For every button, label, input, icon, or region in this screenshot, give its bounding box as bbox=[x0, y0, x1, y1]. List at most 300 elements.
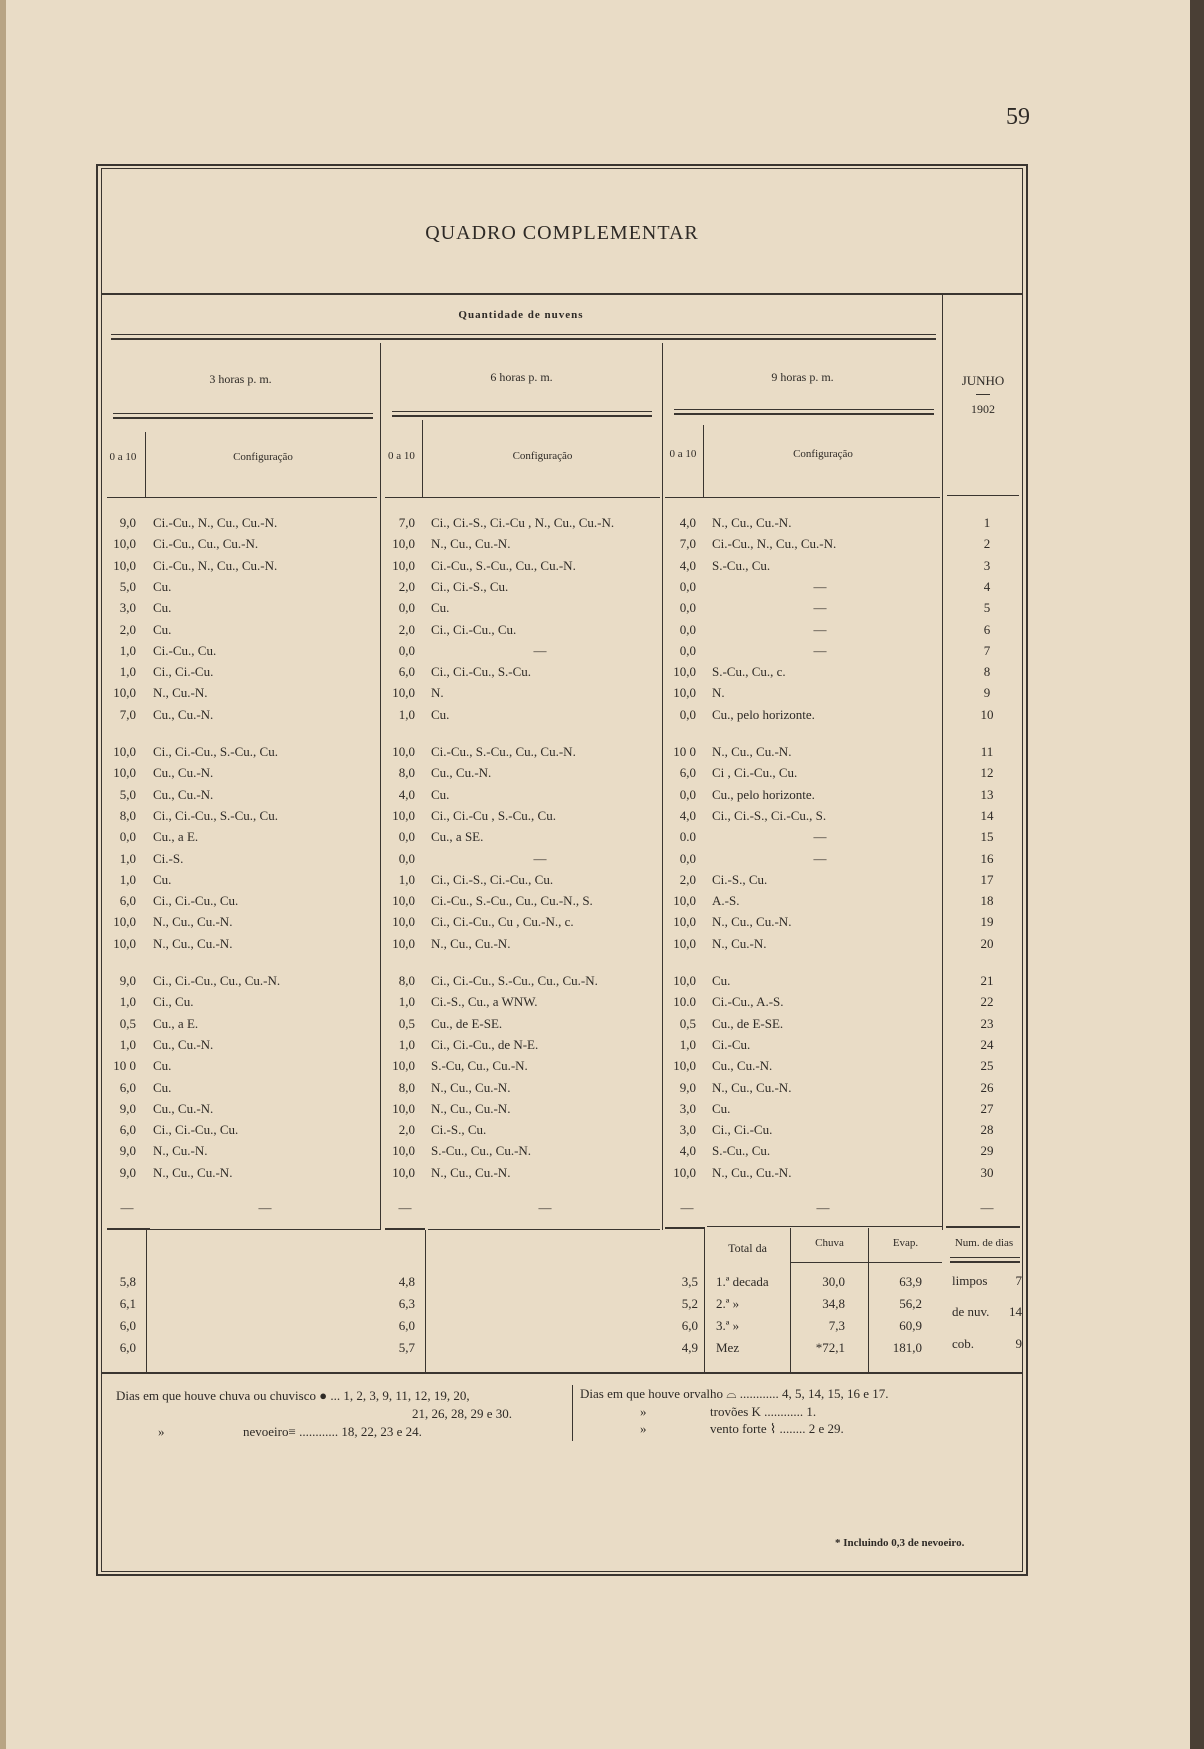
row-26-ca: Cu. bbox=[153, 1079, 172, 1095]
row-14-c: 4,0 bbox=[679, 807, 696, 823]
row-18-cc: A.-S. bbox=[712, 893, 740, 909]
totals-rule-cb bbox=[428, 1229, 660, 1230]
row-30-a: 9,0 bbox=[119, 1164, 136, 1180]
title-divider bbox=[101, 293, 1023, 295]
row-20-c: 10,0 bbox=[673, 935, 696, 951]
row-22-ca: Ci., Cu. bbox=[153, 994, 194, 1010]
row-15-d: 15 bbox=[980, 829, 994, 845]
row-11-cb: Ci.-Cu., S.-Cu., Cu., Cu.-N. bbox=[431, 744, 576, 759]
row-7-a: 1,0 bbox=[119, 642, 136, 658]
row-21-cc: Cu. bbox=[712, 973, 731, 988]
header-rule-d bbox=[947, 495, 1019, 496]
row-6-c: 0,0 bbox=[679, 621, 696, 637]
row-13-b: 4,0 bbox=[398, 786, 415, 802]
thunder-icon: K bbox=[751, 1404, 761, 1419]
row-12-d: 12 bbox=[980, 765, 994, 781]
dash-c: — bbox=[680, 1200, 694, 1215]
row-3-cc: S.-Cu., Cu. bbox=[712, 557, 771, 573]
totals-rule-c bbox=[665, 1227, 705, 1229]
dash-cc: — bbox=[816, 1200, 830, 1215]
totals-rule-d bbox=[946, 1226, 1020, 1228]
total-chuva-3: 7,3 bbox=[828, 1318, 845, 1333]
row-2-ca: Ci.-Cu., Cu., Cu.-N. bbox=[153, 536, 259, 552]
row-21-c: 10,0 bbox=[673, 973, 696, 988]
row-1-a: 9,0 bbox=[119, 515, 136, 530]
totals-rule-b bbox=[385, 1228, 425, 1230]
row-21-ca: Ci., Ci.-Cu., Cu., Cu.-N. bbox=[153, 973, 281, 988]
row-12-cb: Cu., Cu.-N. bbox=[431, 765, 492, 781]
row-27-b: 10,0 bbox=[392, 1100, 415, 1116]
row-7-ca: Ci.-Cu., Cu. bbox=[153, 642, 217, 658]
row-7-cc: — bbox=[813, 642, 827, 658]
row-20-cb: N., Cu., Cu.-N. bbox=[431, 935, 511, 951]
fog-icon: ≡ bbox=[288, 1424, 296, 1439]
row-26-a: 6,0 bbox=[119, 1079, 136, 1095]
row-20-cc: N., Cu.-N. bbox=[712, 935, 767, 951]
row-16-d: 16 bbox=[980, 850, 994, 866]
row-16-cc: — bbox=[813, 850, 827, 866]
sub-divider-a bbox=[145, 432, 146, 498]
total-label-1: 1.ª decada bbox=[716, 1274, 769, 1289]
month-header: JUNHO bbox=[961, 373, 1005, 388]
row-25-cc: Cu., Cu.-N. bbox=[712, 1058, 773, 1074]
row-8-d: 8 bbox=[983, 664, 991, 680]
row-17-a: 1,0 bbox=[119, 871, 136, 887]
row-15-cb: Cu., a SE. bbox=[431, 829, 484, 845]
dew-icon: ⌓ bbox=[726, 1386, 737, 1401]
row-16-cb: — bbox=[533, 850, 547, 866]
config-header-3pm: Configuração bbox=[233, 451, 293, 463]
row-23-a: 0,5 bbox=[119, 1015, 136, 1031]
total-label-2: 2.ª » bbox=[716, 1296, 740, 1311]
row-14-ca: Ci., Ci.-Cu., S.-Cu., Cu. bbox=[153, 807, 278, 823]
total-6pm-3: 6,0 bbox=[398, 1318, 415, 1333]
row-19-ca: N., Cu., Cu.-N. bbox=[153, 914, 233, 930]
row-23-cb: Cu., de E-SE. bbox=[431, 1015, 503, 1031]
chuva-header: Chuva bbox=[815, 1237, 844, 1249]
row-25-a: 10 0 bbox=[113, 1058, 136, 1074]
row-15-a: 0,0 bbox=[119, 829, 136, 845]
row-17-b: 1,0 bbox=[398, 871, 415, 887]
row-15-cc: — bbox=[813, 829, 827, 845]
total-chuva-2: 34,8 bbox=[822, 1296, 845, 1311]
row-20-ca: N., Cu., Cu.-N. bbox=[153, 935, 233, 951]
row-13-cc: Cu., pelo horizonte. bbox=[712, 786, 815, 802]
row-15-ca: Cu., a E. bbox=[153, 829, 199, 845]
row-15-c: 0.0 bbox=[679, 829, 696, 845]
row-3-b: 10,0 bbox=[392, 557, 415, 573]
row-23-cc: Cu., de E-SE. bbox=[712, 1015, 784, 1031]
row-28-cb: Ci.-S., Cu. bbox=[431, 1122, 487, 1138]
row-29-ca: N., Cu.-N. bbox=[153, 1143, 208, 1159]
row-28-c: 3,0 bbox=[679, 1122, 696, 1138]
row-13-c: 0,0 bbox=[679, 786, 696, 802]
scale-header-6pm: 0 a 10 bbox=[388, 450, 415, 462]
row-10-c: 0,0 bbox=[679, 706, 696, 722]
row-11-b: 10,0 bbox=[392, 744, 415, 759]
dias-limpos: limpos 7 bbox=[952, 1273, 1022, 1288]
row-2-cb: N., Cu., Cu.-N. bbox=[431, 536, 511, 552]
row-13-d: 13 bbox=[980, 786, 994, 802]
row-4-cc: — bbox=[813, 578, 827, 594]
row-6-ca: Cu. bbox=[153, 621, 172, 637]
header-rule-a bbox=[107, 497, 377, 498]
row-4-c: 0,0 bbox=[679, 578, 696, 594]
row-19-cb: Ci., Ci.-Cu., Cu , Cu.-N., c. bbox=[431, 914, 574, 930]
scale-header-3pm: 0 a 10 bbox=[109, 451, 137, 463]
dash-a: — bbox=[120, 1200, 134, 1215]
row-1-c: 4,0 bbox=[679, 515, 696, 530]
row-27-cc: Cu. bbox=[712, 1100, 731, 1116]
header-3pm: 3 horas p. m. bbox=[209, 372, 272, 386]
row-4-d: 4 bbox=[983, 578, 991, 594]
row-10-d: 10 bbox=[980, 706, 994, 722]
row-14-cb: Ci., Ci.-Cu , S.-Cu., Cu. bbox=[431, 807, 556, 823]
brace-9pm bbox=[674, 409, 934, 415]
row-18-d: 18 bbox=[980, 893, 994, 909]
row-28-d: 28 bbox=[980, 1122, 994, 1138]
header-rule-b bbox=[385, 497, 660, 498]
rain-icon: ● bbox=[319, 1388, 328, 1403]
total-evap-2: 56,2 bbox=[899, 1296, 922, 1311]
row-19-d: 19 bbox=[980, 914, 994, 930]
row-29-c: 4,0 bbox=[679, 1143, 696, 1159]
row-3-c: 4,0 bbox=[679, 557, 696, 573]
row-24-ca: Cu., Cu.-N. bbox=[153, 1036, 214, 1052]
row-9-a: 10,0 bbox=[113, 685, 136, 701]
row-4-b: 2,0 bbox=[398, 578, 415, 594]
row-28-cc: Ci., Ci.-Cu. bbox=[712, 1122, 773, 1138]
row-6-a: 2,0 bbox=[119, 621, 136, 637]
sub-divider-c bbox=[703, 425, 704, 498]
scale-header-9pm: 0 a 10 bbox=[669, 448, 697, 460]
row-27-d: 27 bbox=[980, 1100, 994, 1116]
footnote: * Incluindo 0,3 de nevoeiro. bbox=[835, 1537, 965, 1549]
row-20-a: 10,0 bbox=[113, 935, 136, 951]
config-header-6pm: Configuração bbox=[512, 450, 573, 462]
row-6-b: 2,0 bbox=[398, 621, 415, 637]
page-number: 59 bbox=[1006, 104, 1030, 130]
ditto-vento: » bbox=[640, 1421, 647, 1436]
row-7-b: 0,0 bbox=[398, 642, 415, 658]
nevoeiro-note: nevoeiro≡ ............ 18, 22, 23 e 24. bbox=[243, 1424, 422, 1439]
row-5-ca: Cu. bbox=[153, 600, 172, 616]
row-29-cb: S.-Cu., Cu., Cu.-N. bbox=[431, 1143, 532, 1159]
total-evap-1: 63,9 bbox=[899, 1274, 922, 1289]
month-column-divider bbox=[942, 295, 943, 1230]
row-3-a: 10,0 bbox=[113, 557, 136, 573]
total-evap-4: 181,0 bbox=[892, 1340, 922, 1355]
row-23-ca: Cu., a E. bbox=[153, 1015, 199, 1031]
total-3pm-4: 6,0 bbox=[119, 1340, 136, 1355]
row-22-b: 1,0 bbox=[398, 994, 415, 1010]
row-14-cc: Ci., Ci.-S., Ci.-Cu., S. bbox=[712, 807, 827, 823]
totals-rule-a bbox=[107, 1228, 150, 1230]
row-18-a: 6,0 bbox=[119, 893, 136, 909]
row-24-d: 24 bbox=[980, 1036, 994, 1052]
ditto-nevoeiro: » bbox=[158, 1424, 165, 1439]
total-label-4: Mez bbox=[716, 1340, 740, 1355]
notes-rule bbox=[101, 1372, 1023, 1374]
row-25-cb: S.-Cu, Cu., Cu.-N. bbox=[431, 1058, 528, 1074]
row-8-a: 1,0 bbox=[119, 664, 136, 680]
row-2-b: 10,0 bbox=[392, 536, 415, 552]
total-3pm-1: 5,8 bbox=[119, 1274, 136, 1289]
row-16-b: 0,0 bbox=[398, 850, 415, 866]
row-21-a: 9,0 bbox=[119, 973, 136, 988]
num-dias-header: Num. de dias bbox=[954, 1237, 1014, 1249]
config-header-9pm: Configuração bbox=[793, 448, 853, 460]
row-11-d: 11 bbox=[980, 744, 994, 759]
row-26-b: 8,0 bbox=[398, 1079, 415, 1095]
row-13-cb: Cu. bbox=[431, 786, 450, 802]
dash-ca: — bbox=[258, 1200, 272, 1215]
row-13-a: 5,0 bbox=[119, 786, 136, 802]
row-22-a: 1,0 bbox=[119, 994, 136, 1010]
total-6pm-2: 6,3 bbox=[398, 1296, 415, 1311]
row-22-c: 10.0 bbox=[673, 994, 696, 1010]
row-4-ca: Cu. bbox=[153, 578, 172, 594]
row-5-c: 0,0 bbox=[679, 600, 696, 616]
row-4-a: 5,0 bbox=[119, 578, 136, 594]
row-10-ca: Cu., Cu.-N. bbox=[153, 706, 214, 722]
row-24-c: 1,0 bbox=[679, 1036, 696, 1052]
row-25-ca: Cu. bbox=[153, 1058, 172, 1074]
row-24-b: 1,0 bbox=[398, 1036, 415, 1052]
row-23-c: 0,5 bbox=[679, 1015, 696, 1031]
row-18-ca: Ci., Ci.-Cu., Cu. bbox=[153, 893, 239, 909]
row-25-b: 10,0 bbox=[392, 1058, 415, 1074]
row-29-cc: S.-Cu., Cu. bbox=[712, 1143, 771, 1159]
row-6-cb: Ci., Ci.-Cu., Cu. bbox=[431, 621, 517, 637]
row-26-c: 9,0 bbox=[679, 1079, 696, 1095]
dash-cb: — bbox=[538, 1200, 552, 1215]
total-chuva-4: *72,1 bbox=[815, 1340, 845, 1355]
orvalho-note: Dias em que houve orvalho ⌓ ............ 4, 5, 14, 15, 16 e 17. bbox=[580, 1386, 889, 1401]
row-12-cc: Ci , Ci.-Cu., Cu. bbox=[712, 765, 798, 781]
row-16-c: 0,0 bbox=[679, 850, 696, 866]
row-9-d: 9 bbox=[983, 685, 991, 701]
row-10-b: 1,0 bbox=[398, 706, 415, 722]
row-26-cb: N., Cu., Cu.-N. bbox=[431, 1079, 511, 1095]
row-30-cc: N., Cu., Cu.-N. bbox=[712, 1164, 792, 1180]
row-15-b: 0,0 bbox=[398, 829, 415, 845]
vento-note: vento forte ⌇ ........ 2 e 29. bbox=[710, 1421, 844, 1436]
row-21-cb: Ci., Ci.-Cu., S.-Cu., Cu., Cu.-N. bbox=[431, 973, 598, 988]
total-9pm-1: 3,5 bbox=[681, 1274, 698, 1289]
page-title: QUADRO COMPLEMENTAR bbox=[425, 222, 699, 244]
chuva-note-cont: 21, 26, 28, 29 e 30. bbox=[412, 1406, 513, 1421]
row-21-d: 21 bbox=[980, 973, 994, 988]
row-9-ca: N., Cu.-N. bbox=[153, 685, 208, 701]
trovoes-note: trovões K ............ 1. bbox=[710, 1404, 817, 1419]
row-2-c: 7,0 bbox=[679, 536, 696, 552]
row-10-cc: Cu., pelo horizonte. bbox=[712, 706, 815, 722]
total-label-3: 3.ª » bbox=[716, 1318, 740, 1333]
total-6pm-4: 5,7 bbox=[398, 1340, 415, 1355]
total-9pm-2: 5,2 bbox=[681, 1296, 698, 1311]
row-18-b: 10,0 bbox=[392, 893, 415, 909]
row-22-cb: Ci.-S., Cu., a WNW. bbox=[431, 994, 538, 1010]
row-21-b: 8,0 bbox=[398, 973, 415, 988]
row-30-d: 30 bbox=[980, 1164, 994, 1180]
page-edge-left bbox=[0, 0, 6, 1749]
page-edge-right bbox=[1190, 0, 1204, 1749]
row-29-a: 9,0 bbox=[119, 1143, 136, 1159]
row-11-cc: N., Cu., Cu.-N. bbox=[712, 744, 792, 759]
total-6pm-1: 4,8 bbox=[398, 1274, 415, 1289]
row-1-cc: N., Cu., Cu.-N. bbox=[712, 515, 792, 530]
row-17-ca: Cu. bbox=[153, 871, 172, 887]
total-9pm-4: 4,9 bbox=[681, 1340, 698, 1355]
dias-brace bbox=[950, 1257, 1020, 1263]
total-3pm-2: 6,1 bbox=[119, 1296, 136, 1311]
row-3-ca: Ci.-Cu., N., Cu., Cu.-N. bbox=[153, 557, 278, 573]
row-9-cc: N. bbox=[712, 685, 725, 701]
row-29-b: 10,0 bbox=[392, 1143, 415, 1159]
evap-header: Evap. bbox=[892, 1237, 919, 1249]
row-27-cb: N., Cu., Cu.-N. bbox=[431, 1100, 511, 1116]
row-9-cb: N. bbox=[431, 685, 444, 701]
brace-6pm bbox=[392, 411, 652, 417]
row-23-b: 0,5 bbox=[398, 1015, 415, 1031]
row-3-d: 3 bbox=[983, 557, 991, 573]
row-9-c: 10,0 bbox=[673, 685, 696, 701]
row-26-d: 26 bbox=[980, 1079, 994, 1095]
row-16-ca: Ci.-S. bbox=[153, 850, 184, 866]
row-14-d: 14 bbox=[980, 807, 994, 823]
month-dash bbox=[976, 394, 990, 395]
row-27-c: 3,0 bbox=[679, 1100, 696, 1116]
row-30-c: 10,0 bbox=[673, 1164, 696, 1180]
row-7-cb: — bbox=[533, 642, 547, 658]
header-6pm: 6 horas p. m. bbox=[490, 370, 553, 384]
row-22-d: 22 bbox=[980, 994, 994, 1010]
row-6-d: 6 bbox=[983, 621, 991, 637]
row-30-ca: N., Cu., Cu.-N. bbox=[153, 1164, 233, 1180]
totals-rule-ca bbox=[150, 1229, 380, 1230]
row-29-d: 29 bbox=[980, 1143, 994, 1159]
total-chuva-1: 30,0 bbox=[822, 1274, 845, 1289]
row-22-cc: Ci.-Cu., A.-S. bbox=[712, 994, 784, 1010]
row-10-cb: Cu. bbox=[431, 706, 450, 722]
row-14-a: 8,0 bbox=[119, 807, 136, 823]
total-evap-3: 60,9 bbox=[899, 1318, 922, 1333]
row-17-cb: Ci., Ci.-S., Ci.-Cu., Cu. bbox=[431, 871, 554, 887]
row-7-c: 0,0 bbox=[679, 642, 696, 658]
row-27-a: 9,0 bbox=[119, 1100, 136, 1116]
row-11-c: 10 0 bbox=[673, 744, 696, 759]
dash-b: — bbox=[398, 1200, 412, 1215]
row-25-c: 10,0 bbox=[673, 1058, 696, 1074]
row-27-ca: Cu., Cu.-N. bbox=[153, 1100, 214, 1116]
row-1-cb: Ci., Ci.-S., Ci.-Cu , N., Cu., Cu.-N. bbox=[431, 515, 615, 530]
row-5-b: 0,0 bbox=[398, 600, 415, 616]
row-30-cb: N., Cu., Cu.-N. bbox=[431, 1164, 511, 1180]
row-28-b: 2,0 bbox=[398, 1122, 415, 1138]
row-19-b: 10,0 bbox=[392, 914, 415, 930]
row-16-a: 1,0 bbox=[119, 850, 136, 866]
row-28-ca: Ci., Ci.-Cu., Cu. bbox=[153, 1122, 239, 1138]
row-17-cc: Ci.-S., Cu. bbox=[712, 871, 768, 887]
row-24-cb: Ci., Ci.-Cu., de N-E. bbox=[431, 1036, 539, 1052]
row-17-c: 2,0 bbox=[679, 871, 696, 887]
row-1-ca: Ci.-Cu., N., Cu., Cu.-N. bbox=[153, 515, 278, 530]
row-5-cb: Cu. bbox=[431, 600, 450, 616]
row-8-c: 10,0 bbox=[673, 664, 696, 680]
row-1-b: 7,0 bbox=[398, 515, 415, 530]
row-2-d: 2 bbox=[983, 536, 991, 552]
row-7-d: 7 bbox=[983, 642, 991, 658]
row-1-d: 1 bbox=[983, 515, 991, 530]
row-11-ca: Ci., Ci.-Cu., S.-Cu., Cu. bbox=[153, 744, 278, 759]
totals-div-b bbox=[425, 1230, 426, 1372]
year-header: 1902 bbox=[971, 402, 995, 416]
row-19-a: 10,0 bbox=[113, 914, 136, 930]
row-12-b: 8,0 bbox=[398, 765, 415, 781]
ditto-trovoes: » bbox=[640, 1404, 647, 1419]
total-da-header: Total da bbox=[728, 1241, 767, 1255]
row-19-cc: N., Cu., Cu.-N. bbox=[712, 914, 792, 930]
row-4-cb: Ci., Ci.-S., Cu. bbox=[431, 578, 509, 594]
chuva-note: Dias em que houve chuva ou chuvisco ● ... 1, 2, 3, 9, 11, 12, 19, 20, bbox=[116, 1388, 470, 1403]
row-9-b: 10,0 bbox=[392, 685, 415, 701]
row-5-d: 5 bbox=[983, 600, 991, 616]
row-20-b: 10,0 bbox=[392, 935, 415, 951]
dash-d: — bbox=[980, 1200, 994, 1215]
row-14-b: 10,0 bbox=[392, 807, 415, 823]
row-13-ca: Cu., Cu.-N. bbox=[153, 786, 214, 802]
totals-rule-cc bbox=[707, 1226, 942, 1227]
row-17-d: 17 bbox=[980, 871, 994, 887]
row-5-cc: — bbox=[813, 600, 827, 616]
row-25-d: 25 bbox=[980, 1058, 994, 1074]
row-6-cc: — bbox=[813, 621, 827, 637]
row-2-cc: Ci.-Cu., N., Cu., Cu.-N. bbox=[712, 536, 837, 552]
row-30-b: 10,0 bbox=[392, 1164, 415, 1180]
notes-divider bbox=[572, 1385, 573, 1441]
dias-cob: cob. 9 bbox=[952, 1336, 1022, 1351]
row-3-cb: Ci.-Cu., S.-Cu., Cu., Cu.-N. bbox=[431, 557, 576, 573]
row-12-ca: Cu., Cu.-N. bbox=[153, 765, 214, 781]
row-23-d: 23 bbox=[980, 1015, 994, 1031]
header-rule-c bbox=[665, 497, 940, 498]
row-26-cc: N., Cu., Cu.-N. bbox=[712, 1079, 792, 1095]
dias-nuv: de nuv. 14 bbox=[952, 1304, 1022, 1319]
row-12-c: 6,0 bbox=[679, 765, 696, 781]
total-9pm-3: 6,0 bbox=[681, 1318, 698, 1333]
totals-subhead-rule bbox=[791, 1262, 942, 1263]
total-3pm-3: 6,0 bbox=[119, 1318, 136, 1333]
row-10-a: 7,0 bbox=[119, 706, 136, 722]
row-18-c: 10,0 bbox=[673, 893, 696, 909]
row-28-a: 6,0 bbox=[119, 1122, 136, 1138]
row-24-cc: Ci.-Cu. bbox=[712, 1036, 751, 1052]
row-8-cb: Ci., Ci.-Cu., S.-Cu. bbox=[431, 664, 532, 680]
row-2-a: 10,0 bbox=[113, 536, 136, 552]
row-19-c: 10,0 bbox=[673, 914, 696, 930]
row-5-a: 3,0 bbox=[119, 600, 136, 616]
brace-3pm bbox=[113, 413, 373, 419]
clouds-group-header: Quantidade de nuvens bbox=[458, 309, 584, 321]
group-brace bbox=[111, 334, 936, 340]
row-8-cc: S.-Cu., Cu., c. bbox=[712, 664, 786, 680]
row-8-ca: Ci., Ci.-Cu. bbox=[153, 664, 214, 680]
row-18-cb: Ci.-Cu., S.-Cu., Cu., Cu.-N., S. bbox=[431, 893, 593, 909]
row-8-b: 6,0 bbox=[398, 664, 415, 680]
totals-div-a bbox=[146, 1230, 147, 1372]
row-11-a: 10,0 bbox=[113, 744, 136, 759]
